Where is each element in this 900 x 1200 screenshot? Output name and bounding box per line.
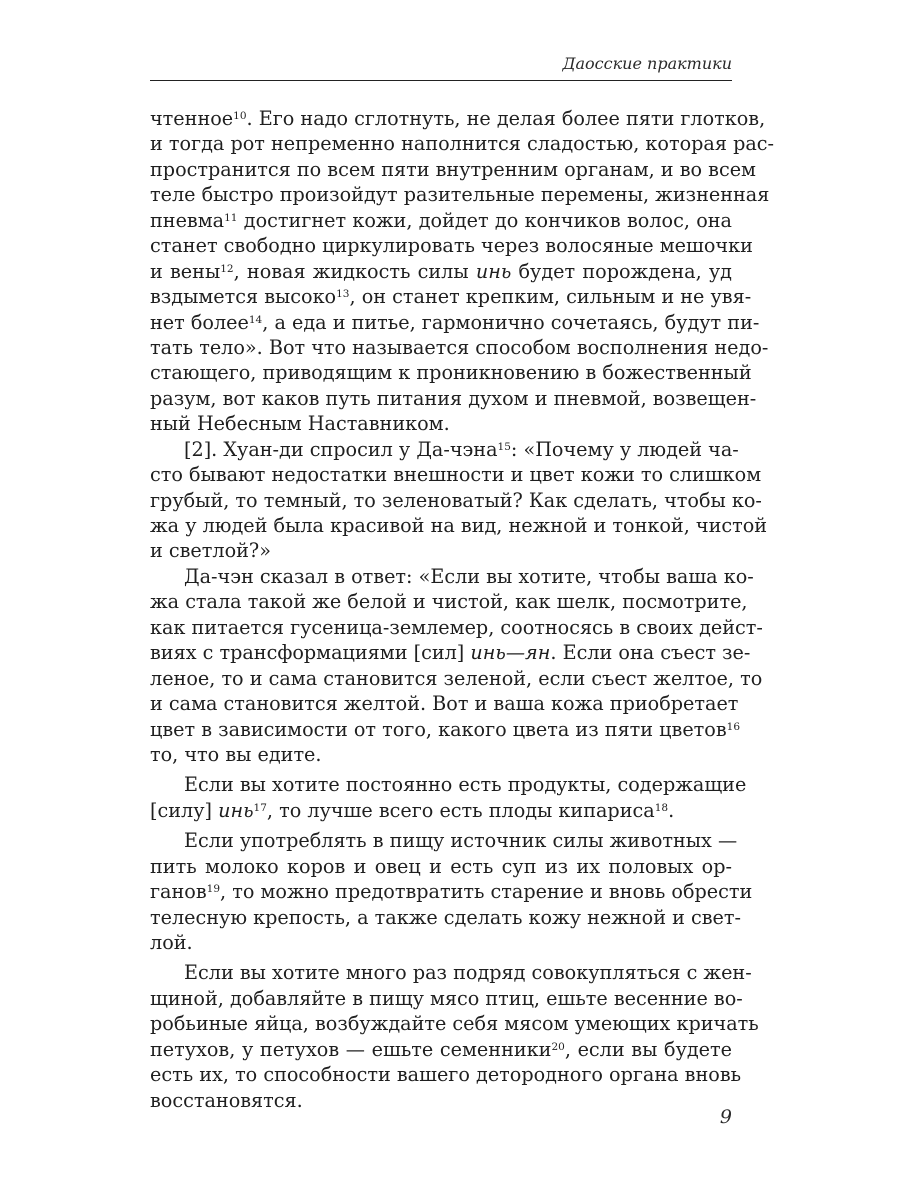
text-line: пневма$^{11}$ достигнет кожи, дойдет до кончиков волос, она (150, 208, 732, 232)
text-line: ный Небесным Наставником. (150, 412, 450, 436)
text-line: есть их, то способности вашего детородного органа вновь (150, 1063, 742, 1087)
text-line: и тогда рот непременно наполнится сладостью, которая рас- (150, 132, 775, 156)
text-line: Да-чэн сказал в ответ: «Если вы хотите, чтобы ваша ко- (184, 564, 754, 588)
text-line: жа стала такой же белой и чистой, как шелк, посмотрите, (150, 590, 748, 614)
text-line: Если употреблять в пищу источник силы животных — (184, 829, 738, 853)
text-line: [силу] инь$^{17}$, то лучше всего есть плоды кипариса$^{18}$. (150, 798, 675, 822)
text-line: и светлой?» (150, 539, 271, 563)
text-line: пространится по всем пяти внутренним органам, и во всем (150, 157, 756, 181)
text-line: телесную крепость, а также сделать кожу нежной и свет- (150, 905, 742, 929)
text-line: станет свободно циркулировать через волосяные мешочки (150, 234, 753, 258)
text-line: щиной, добавляйте в пищу мясо птиц, ешьте весенние во- (150, 986, 743, 1010)
text-line: восстановятся. (150, 1088, 303, 1112)
text-line: петухов, у петухов — ешьте семенники$^{20}$, если вы будете (150, 1037, 733, 1061)
text-line: как питается гусеница-землемер, соотносясь в своих дейст- (150, 615, 763, 639)
text-line: виях с трансформациями [сил] инь—ян. Если она съест зе- (150, 641, 751, 665)
text-line: леное, то и сама становится зеленой, если съест желтое, то (150, 666, 763, 690)
page-number: 9 (719, 1106, 732, 1128)
text-line: то, что вы едите. (150, 742, 322, 766)
text-line: грубый, то темный, то зеленоватый? Как сделать, чтобы ко- (150, 488, 762, 512)
text-line: пить молоко коров и овец и есть суп из их половых ор- (150, 854, 732, 878)
text-line: [2]. Хуан-ди спросил у Да-чэна$^{15}$: «Почему у людей ча- (184, 437, 739, 461)
text-line: вздымется высоко$^{13}$, он станет крепким, сильным и не увя- (150, 285, 752, 309)
text-line: робьиные яйца, возбуждайте себя мясом умеющих кричать (150, 1012, 759, 1036)
text-line: стающего, приводящим к проникновению в божественный (150, 361, 752, 385)
text-line: разум, вот каков путь питания духом и пневмой, возвещен- (150, 386, 757, 410)
text-line: Если вы хотите много раз подряд совокупляться с жен- (184, 961, 752, 985)
text-line: нет более$^{14}$, а еда и питье, гармонично сочетаясь, будут пи- (150, 310, 760, 334)
text-line: сто бывают недостатки внешности и цвет кожи то слишком (150, 463, 762, 487)
text-line: Если вы хотите постоянно есть продукты, содержащие (184, 773, 747, 797)
text-line: тать тело». Вот что называется способом восполнения недо- (150, 335, 769, 359)
text-line: и сама становится желтой. Вот и ваша кожа приобретает (150, 692, 739, 716)
running-head: Даосские практики (562, 54, 732, 73)
text-line: жа у людей была красивой на вид, нежной и тонкой, чистой (150, 514, 768, 537)
body-text (150, 106, 775, 1113)
text-line: цвет в зависимости от того, какого цвета из пяти цветов$^{16}$ (150, 717, 741, 741)
text-line: чтенное$^{10}$. Его надо сглотнуть, не делая более пяти глотков, (150, 107, 766, 130)
text-line: лой. (150, 931, 193, 954)
text-line: и вены$^{12}$, новая жидкость силы инь будет порождена, уд (150, 259, 732, 283)
page-header (150, 48, 732, 81)
text-line: теле быстро произойдут разительные перемены, жизненная (150, 183, 770, 207)
text-line: ганов$^{19}$, то можно предотвратить старение и вновь обрести (150, 880, 753, 904)
